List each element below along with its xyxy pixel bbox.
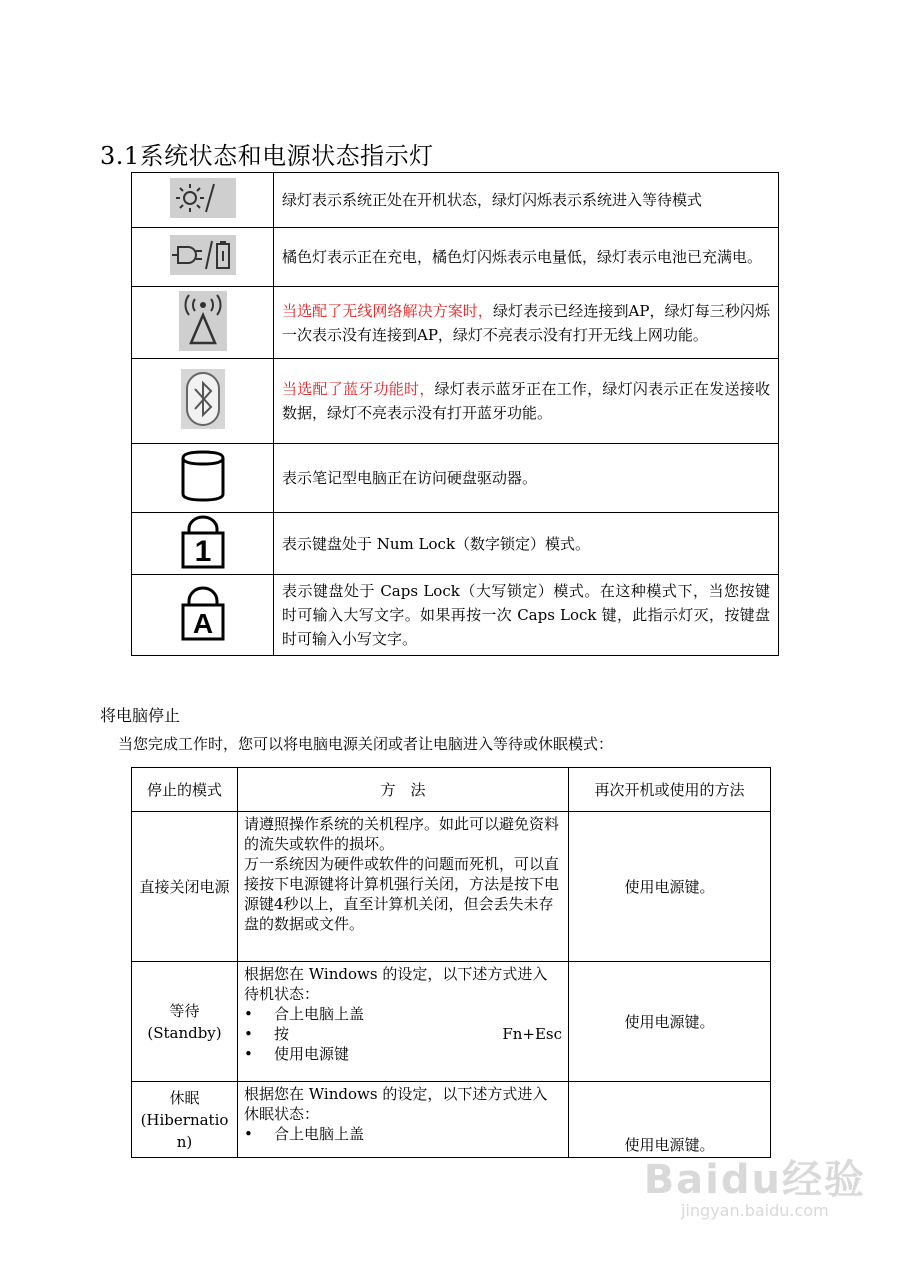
- indicator-table: [131, 172, 779, 656]
- section-title: 将电脑停止: [100, 706, 181, 725]
- indicator-desc: 表示键盘处于 Num Lock（数字锁定）模式。: [274, 513, 779, 575]
- method-cell: 根据您在 Windows 的设定，以下述方式进入待机状态： • 合上电脑上盖 • 按 Fn+Esc • 使用电源键: [238, 962, 569, 1082]
- plug-battery-icon: [170, 235, 236, 275]
- watermark-brand: Baidu经验: [643, 1157, 866, 1203]
- watermark-url: jingyan.baidu.com: [681, 1201, 829, 1220]
- icon-cell: [132, 575, 274, 656]
- table-row: [132, 359, 779, 444]
- section-intro: 当您完成工作时，您可以将电脑电源关闭或者让电脑进入等待或休眠模式：: [118, 735, 614, 753]
- hard-disk-icon: [180, 450, 226, 502]
- table-header-row: [132, 768, 771, 812]
- indicator-desc: 当选配了蓝牙功能时，绿灯表示蓝牙正在工作，绿灯闪表示正在发送接收数据，绿灯不亮表示没有打开蓝牙功能。: [274, 359, 779, 444]
- result-cell: 使用电源键。: [569, 962, 771, 1082]
- num-lock-icon: [179, 515, 227, 569]
- bluetooth-icon: [181, 369, 225, 429]
- sun-moon-icon: [170, 178, 236, 218]
- indicator-desc: 表示笔记型电脑正在访问硬盘驱动器。: [274, 444, 779, 513]
- indicator-desc: 表示键盘处于 Caps Lock（大写锁定）模式。在这种模式下，当您按键时可输入大写文字。如果再按一次 Caps Lock 键，此指示灯灭，按键盘时可输入小写文字。: [274, 575, 779, 656]
- result-cell: 使用电源键。: [569, 812, 771, 962]
- icon-cell: [132, 513, 274, 575]
- table-row: [132, 444, 779, 513]
- indicator-desc: 橘色灯表示正在充电，橘色灯闪烁表示电量低，绿灯表示电池已充满电。: [274, 228, 779, 287]
- caps-lock-label: A: [192, 608, 213, 639]
- list-item: • 使用电源键: [244, 1045, 350, 1063]
- stop-mode-table: [131, 767, 771, 1158]
- icon-cell: [132, 359, 274, 444]
- icon-cell: [132, 173, 274, 228]
- icon-cell: [132, 228, 274, 287]
- table-row: [132, 575, 779, 656]
- caps-lock-icon: [179, 585, 227, 641]
- watermark: [644, 1148, 866, 1220]
- num-lock-label: 1: [194, 534, 211, 568]
- table-row: [132, 812, 771, 962]
- table-row: [132, 962, 771, 1082]
- method-cell: 根据您在 Windows 的设定，以下述方式进入休眠状态： • 合上电脑上盖: [238, 1082, 569, 1158]
- header-result: 再次开机或使用的方法: [569, 768, 771, 812]
- table-row: [132, 173, 779, 228]
- list-item: • 合上电脑上盖: [244, 1005, 365, 1023]
- indicator-desc: 绿灯表示系统正处在开机状态，绿灯闪烁表示系统进入等待模式: [274, 173, 779, 228]
- icon-cell: [132, 287, 274, 359]
- method-cell: 请遵照操作系统的关机程序。如此可以避免资料的流失或软件的损坏。 万一系统因为硬件或软件的问题而死机，可以直接按下电源键将计算机强行关闭，方法是按下电源键4秒以上，直至计算机关闭，但会丢失未存盘的数据或文件。: [238, 812, 569, 962]
- icon-cell: [132, 444, 274, 513]
- table-row: [132, 513, 779, 575]
- page-title: 3.1系统状态和电源状态指示灯: [100, 142, 434, 170]
- list-item: • 合上电脑上盖: [244, 1125, 365, 1143]
- result-cell: 使用电源键。: [569, 1082, 771, 1158]
- table-row: [132, 287, 779, 359]
- mode-cell: 休眠 (Hibernation): [132, 1082, 238, 1158]
- mode-cell: 直接关闭电源: [132, 812, 238, 962]
- wireless-icon: [179, 291, 227, 351]
- list-item: • 按 Fn+Esc: [244, 1025, 562, 1043]
- table-row: [132, 228, 779, 287]
- mode-cell: 等待 (Standby): [132, 962, 238, 1082]
- header-mode: 停止的模式: [132, 768, 238, 812]
- table-row: [132, 1082, 771, 1158]
- header-method: 方 法: [238, 768, 569, 812]
- indicator-desc: 当选配了无线网络解决方案时，绿灯表示已经连接到AP，绿灯每三秒闪烁一次表示没有连接到AP，绿灯不亮表示没有打开无线上网功能。: [274, 287, 779, 359]
